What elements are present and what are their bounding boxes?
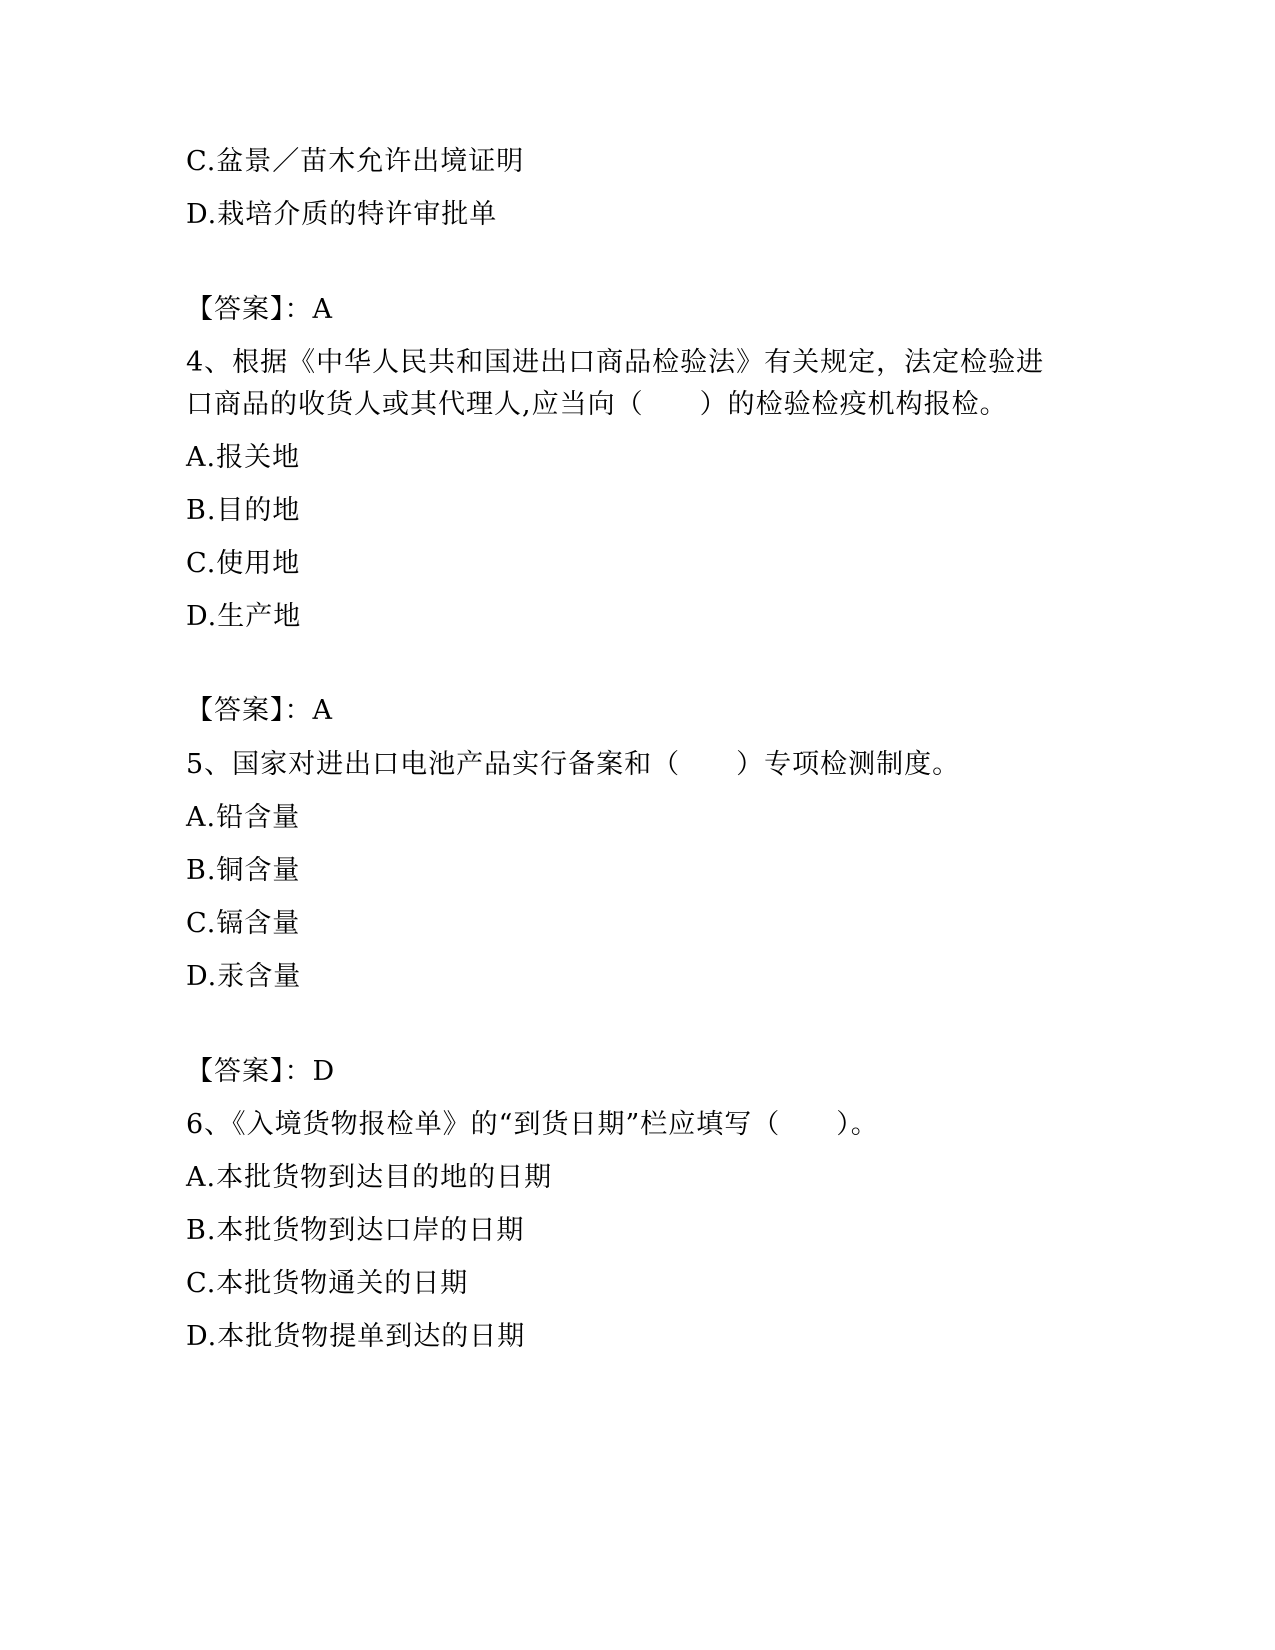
option-d: D.汞含量 — [186, 961, 302, 992]
question-6: 6、《入境货物报检单》的“到货日期”栏应填写（ ）。 — [186, 1109, 879, 1140]
option-b: B.本批货物到达口岸的日期 — [186, 1215, 525, 1246]
answer-label: 【答案】：A — [186, 695, 333, 726]
option-c: C.镉含量 — [186, 908, 301, 939]
option-d: D.栽培介质的特许审批单 — [186, 199, 498, 230]
option-d: D.本批货物提单到达的日期 — [186, 1321, 526, 1352]
option-d: D.生产地 — [186, 601, 302, 632]
question-4-line-2: 口商品的收货人或其代理人,应当向（ ）的检验检疫机构报检。 — [186, 389, 1008, 420]
answer-label: 【答案】：D — [186, 1056, 336, 1087]
option-a: A.报关地 — [186, 442, 301, 473]
option-b: B.目的地 — [186, 495, 301, 526]
option-c: C.使用地 — [186, 548, 301, 579]
question-4-line-1: 4、根据《中华人民共和国进出口商品检验法》有关规定，法定检验进 — [186, 347, 1045, 378]
option-c: C.盆景／苗木允许出境证明 — [186, 146, 525, 177]
answer-label: 【答案】：A — [186, 294, 333, 325]
option-c: C.本批货物通关的日期 — [186, 1268, 469, 1299]
option-b: B.铜含量 — [186, 855, 301, 886]
option-a: A.铅含量 — [186, 802, 301, 833]
question-5: 5、国家对进出口电池产品实行备案和（ ）专项检测制度。 — [186, 749, 961, 780]
option-a: A.本批货物到达目的地的日期 — [186, 1162, 553, 1193]
